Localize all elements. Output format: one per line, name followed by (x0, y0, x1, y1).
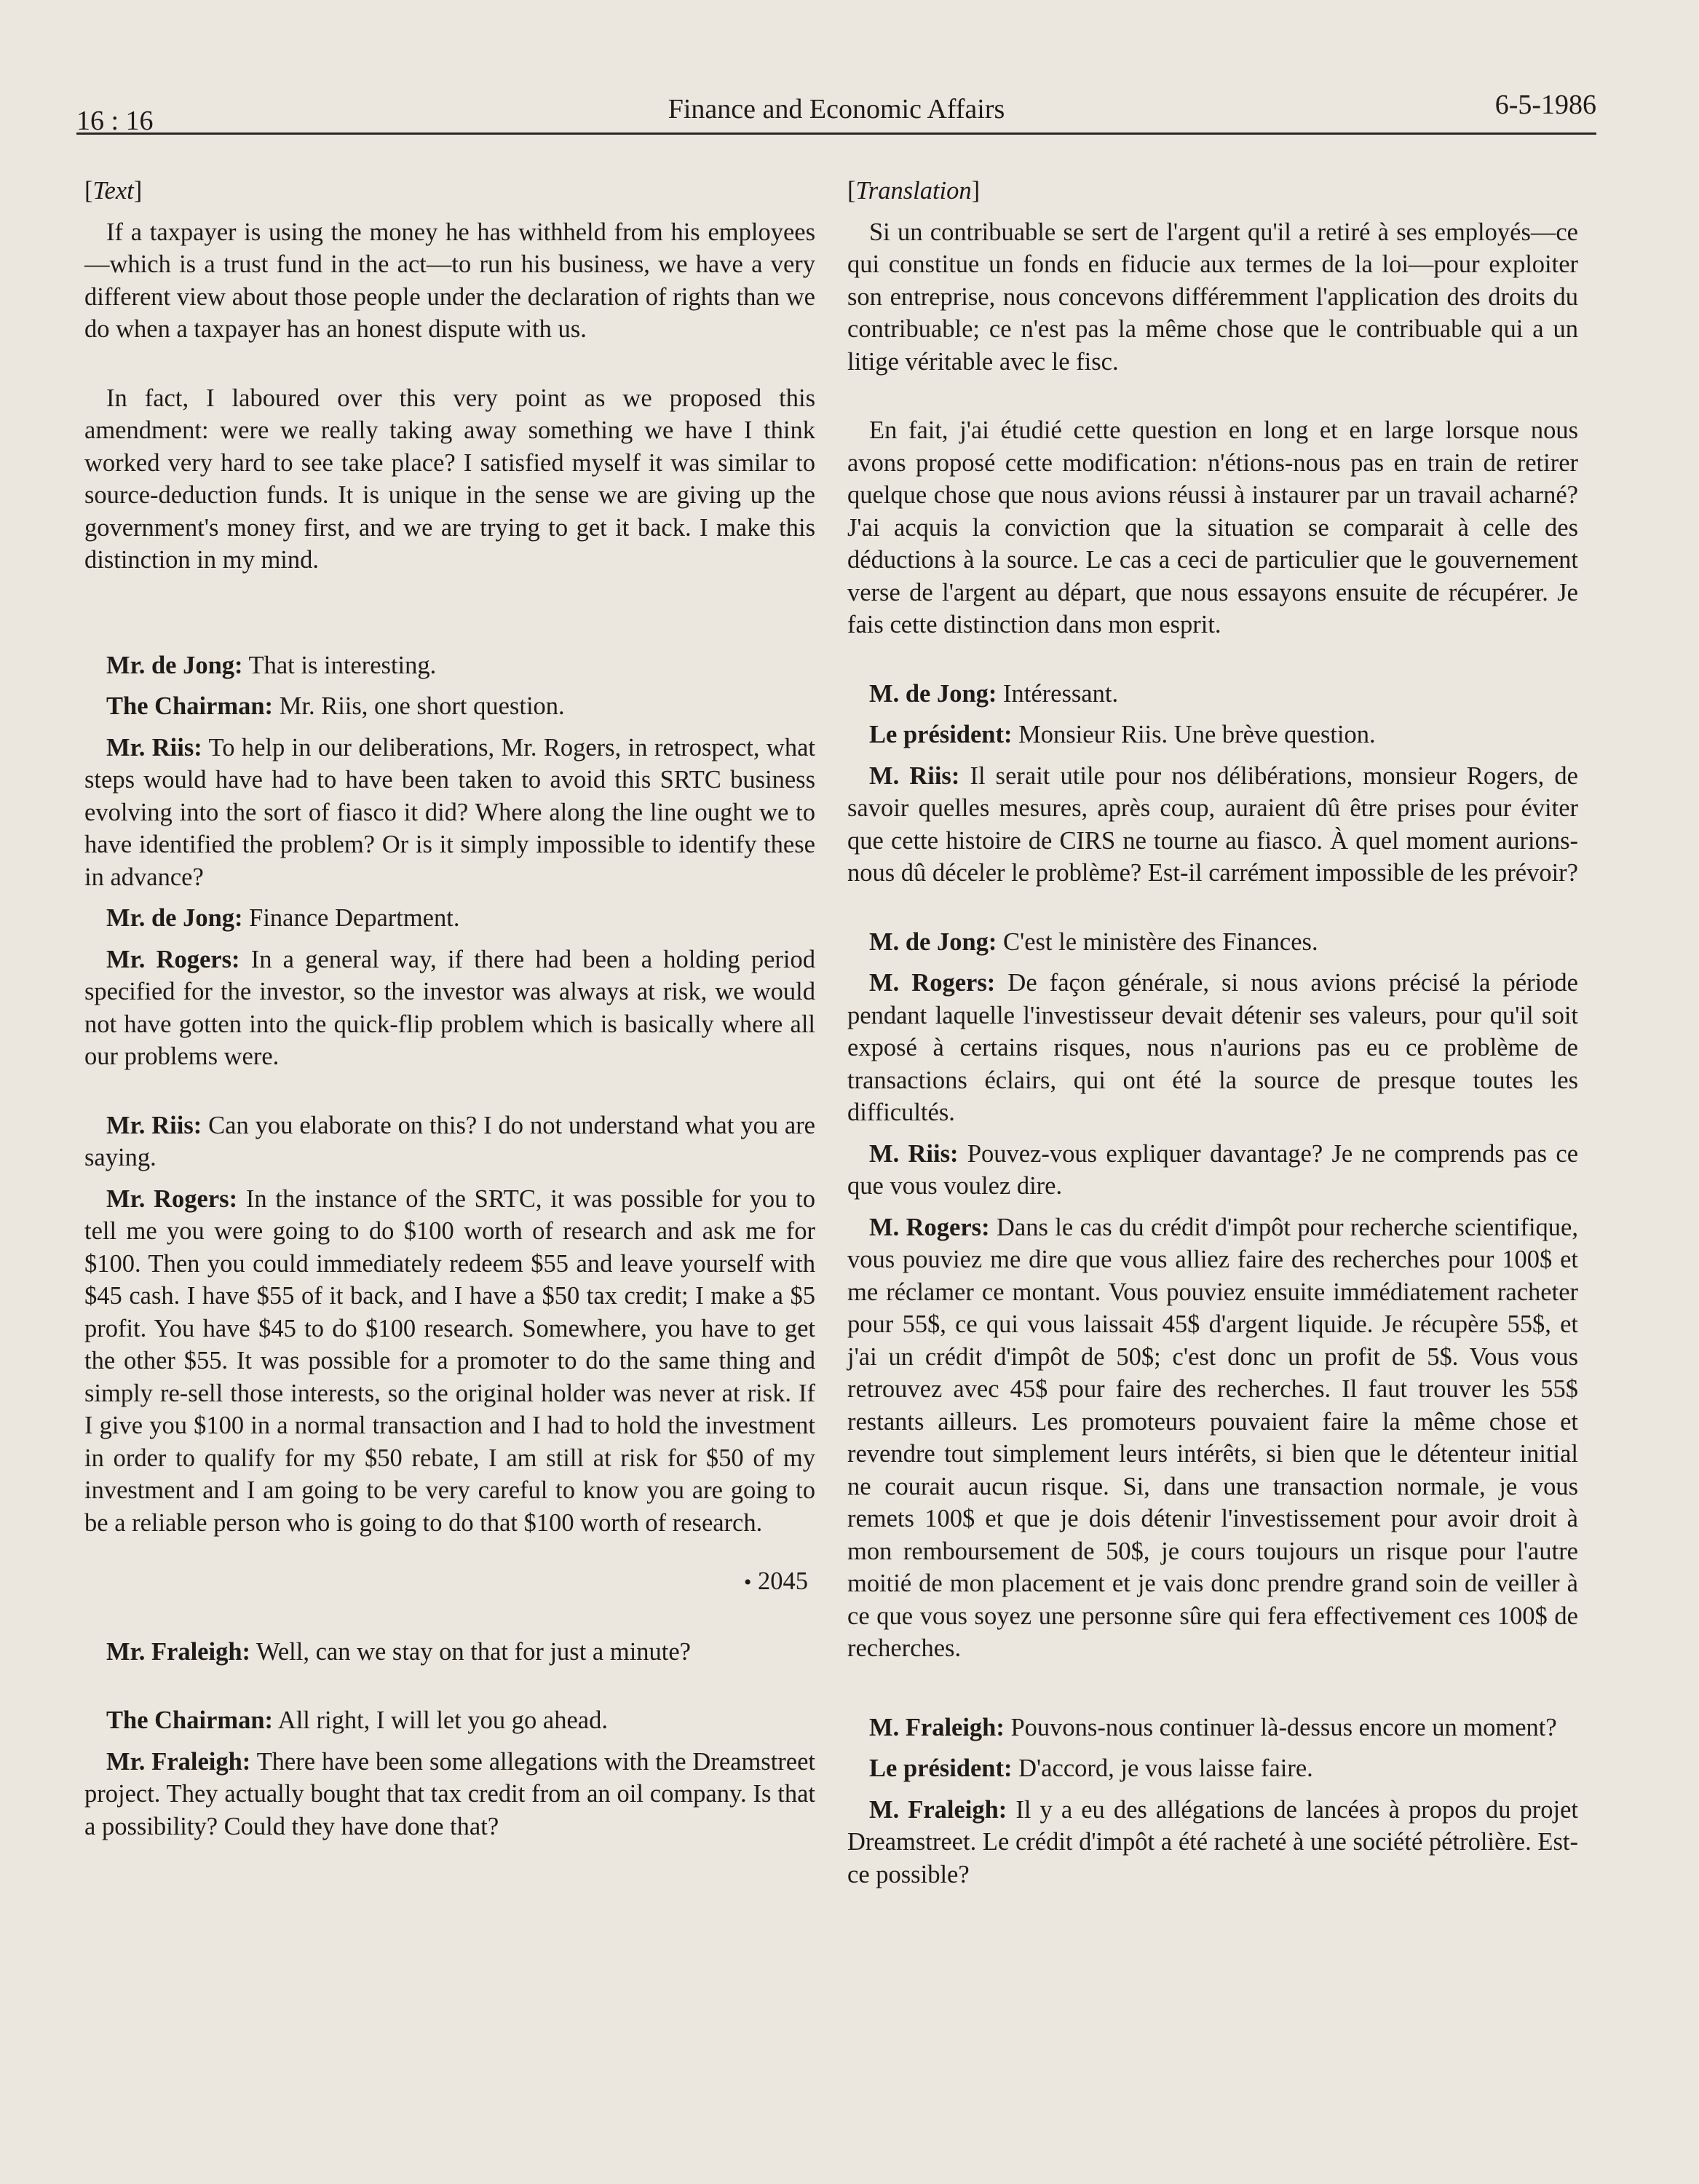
speaker-name: M. Fraleigh: (869, 1713, 1005, 1741)
speaker-name: Mr. Fraleigh: (106, 1747, 251, 1776)
speech (847, 1138, 1578, 1203)
speech (84, 902, 815, 935)
paragraph: Si un contribuable se sert de l'argent qu'il a retiré à ses employés—ce qui constitue un fonds en fiducie aux termes de la loi—pour exploiter son entreprise, nous concevons différemment l'application des droits du contribuable; ce n'est pas la même chose que le contribuable qui a un litige véritable avec le fisc. (847, 218, 1578, 376)
speech (84, 649, 815, 682)
running-title: Finance and Economic Affairs (668, 94, 1005, 124)
speech-text: There have been some allegations with the Dreamstreet project. They actually bought that tax credit from an oil company. Is that a possibility? Could they have done that? (84, 1747, 815, 1840)
speech (847, 719, 1578, 751)
speech (84, 1636, 815, 1669)
speech-text: Mr. Riis, one short question. (279, 692, 565, 720)
speaker-name: Le président: (869, 1754, 1013, 1782)
page-number: 16 : 16 (76, 106, 154, 136)
speaker-name: Mr. de Jong: (106, 904, 243, 932)
time-marker-value: 2045 (758, 1567, 808, 1595)
speech (84, 732, 815, 894)
speech (847, 926, 1578, 959)
speech-text: Il serait utile pour nos délibérations, monsieur Rogers, de savoir quelles mesures, après coup, auraient dû être prises pour éviter que cette histoire de CIRS ne tourne au fiasco. À quel moment aurions-nous dû déceler le problème? Est-il carrément impossible de les prévoir? (847, 761, 1578, 887)
speech-text: In a general way, if there had been a holding period specified for the investor, so the investor was always at risk, we would not have gotten into the quick-flip problem which is basically where all our problems were. (84, 945, 815, 1070)
speaker-name: M. Riis: (869, 1139, 959, 1168)
english-column (84, 175, 815, 1843)
speech (847, 678, 1578, 711)
language-label: [ Text ] (84, 175, 815, 207)
speech-text: Intéressant. (1003, 679, 1119, 708)
speaker-name: M. Rogers: (869, 969, 996, 997)
speech (847, 1752, 1578, 1785)
speech (847, 760, 1578, 890)
speech (84, 1704, 815, 1737)
speech-text: All right, I will let you go ahead. (277, 1706, 608, 1734)
speech (847, 1794, 1578, 1891)
speech-text: Well, can we stay on that for just a minute? (256, 1637, 691, 1666)
speech-text: Pouvez-vous expliquer davantage? Je ne comprends pas ce que vous voulez dire. (847, 1139, 1579, 1200)
speech (847, 1712, 1578, 1744)
speaker-name: M. de Jong: (869, 927, 997, 956)
time-marker (84, 1565, 815, 1599)
speaker-name: M. de Jong: (869, 679, 997, 708)
speech-text: Dans le cas du crédit d'impôt pour recherche scientifique, vous pouviez me dire que vous alliez faire des recherches pour 100$ et me réclamer ce montant. Vous pouviez ensuite immédiatement racheter pour 55$, ce qui vous laissait 45$ d'argent liquide. Je récupère 55$, et j'ai un crédit d'impôt de 50$; c'est donc un profit de 5$. Vous vous retrouvez avec 45$ pour faire des recherches. Il faut trouver les 55$ restants ailleurs. Les promoteurs pouvaient faire la même chose et revendre tout simplement leurs intérêts, si bien que le détenteur initial ne courait aucun risque. Si, dans une transaction normale, je vous remets 100$ et que je dois détenir l'investissement pour avoir droit à mon remboursement de 50$, je cours toujours un risque pour l'autre moitié de mon placement et je vais donc prendre grand soin de veiller à ce que vous soyez une personne sûre qui fera effectivement ces 100$ de recherches. (847, 1213, 1578, 1662)
speaker-name: M. Riis: (869, 761, 960, 790)
paragraph: In fact, I laboured over this very point as we proposed this amendment: were we really taking away something we have I think worked very hard to see take place? I satisfied myself it was similar to source-deduction funds. It is unique in the sense we are giving up the government's money first, and we are trying to get it back. I make this distinction in my mind. (84, 384, 815, 574)
speaker-name: Mr. Rogers: (106, 1184, 238, 1213)
speech-text: C'est le ministère des Finances. (1003, 927, 1318, 956)
speech-text: De façon générale, si nous avions précisé la période pendant laquelle l'investisseur devait détenir ses valeurs, pour qu'il soit exposé à certains risques, nous n'aurions pas eu ce problème de transactions éclairs, qui ont été la source de presque toutes les difficultés. (847, 969, 1578, 1126)
speaker-name: Le président: (869, 721, 1013, 748)
speaker-name: Mr. Rogers: (106, 945, 240, 973)
speech (84, 1183, 815, 1540)
speech (847, 967, 1578, 1129)
speech-text: Can you elaborate on this? I do not understand what you are saying. (84, 1111, 815, 1171)
speaker-name: The Chairman: (106, 1706, 274, 1734)
speech (84, 943, 815, 1073)
french-column (847, 175, 1578, 1891)
speech-text: To help in our deliberations, Mr. Rogers, in retrospect, what steps would have had to have been taken to avoid this SRTC business evolving into the sort of fiasco it did? Where along the line ought we to have identified the problem? Or is it simply impossible to identify these in advance? (84, 733, 815, 891)
speech-text: D'accord, je vous laisse faire. (1018, 1754, 1313, 1782)
page-header (76, 86, 1596, 135)
paragraph: If a taxpayer is using the money he has withheld from his employees—which is a trust fund in the act—to run his business, we have a very different view about those people under the declaration of rights than we do when a taxpayer has an honest dispute with us. (84, 218, 815, 343)
speaker-name: Mr. de Jong: (106, 651, 243, 679)
speaker-name: Mr. Riis: (106, 1111, 202, 1139)
speech-text: Finance Department. (249, 904, 460, 932)
language-label: [ Translation ] (847, 175, 1578, 207)
speaker-name: Mr. Riis: (106, 733, 202, 761)
speech (847, 1211, 1578, 1665)
speech-text: Pouvons-nous continuer là-dessus encore un moment? (1010, 1713, 1557, 1741)
speaker-name: The Chairman: (106, 692, 274, 720)
speaker-name: M. Fraleigh: (869, 1795, 1007, 1824)
speech-text: Monsieur Riis. Une brève question. (1018, 721, 1376, 748)
speech-text: In the instance of the SRTC, it was possible for you to tell me you were going to do $100 worth of research and ask me for $100. Then you could immediately redeem $55 and leave yourself with $45 cash. I have $55 of it back, and I have a $50 tax credit; I make a $5 profit. You have $45 to do $100 research. Somewhere, you have to get the other $55. It was possible for a promoter to do the same thing and simply re-sell those interests, so the original holder was never at risk. If I give you $100 in a normal transaction and I had to hold the investment in order to qualify for my $50 rebate, I am still at risk for $50 of my investment and I am going to be very careful to know you are going to be a reliable person who is going to do that $100 worth of research. (84, 1184, 815, 1537)
speaker-name: Mr. Fraleigh: (106, 1637, 251, 1666)
paragraph: En fait, j'ai étudié cette question en long et en large lorsque nous avons proposé cette modification: n'étions-nous pas en train de retirer quelque chose que nous avions réussi à instaurer par un travail acharné? J'ai acquis la conviction que la situation se comparait à celle des déductions à la source. Le cas a ceci de particulier que le gouvernement verse de l'argent au départ, que nous essayons ensuite de récupérer. Je fais cette distinction dans mon esprit. (847, 416, 1578, 638)
speech-text: Il y a eu des allégations de lancées à propos du projet Dreamstreet. Le crédit d'impôt a été racheté à une société pétrolière. Est-ce possible? (847, 1795, 1579, 1888)
speech (84, 1746, 815, 1843)
speech (84, 690, 815, 723)
bullet-icon: • (743, 1570, 752, 1594)
speech (84, 1109, 815, 1174)
speech-text: That is interesting. (248, 651, 437, 679)
header-date: 6-5-1986 (1494, 90, 1596, 120)
speaker-name: M. Rogers: (869, 1213, 990, 1241)
